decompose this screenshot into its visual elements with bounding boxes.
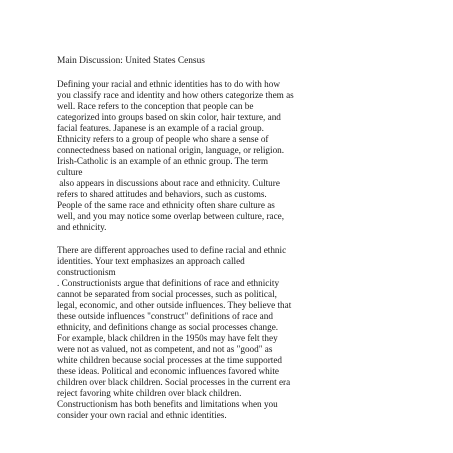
paragraph-line: were not as valued, not as competent, and not as "good" as xyxy=(57,344,273,354)
document-body xyxy=(57,56,417,433)
paragraph-line: connectedness based on national origin, language, or religion. xyxy=(57,145,285,155)
paragraph-line: ethnicity, and definitions change as social processes change. xyxy=(57,322,279,332)
paragraph-line: There are different approaches used to define racial and ethnic xyxy=(57,245,287,255)
paragraph-line: these outside influences "construct" definitions of race and xyxy=(57,311,273,321)
paragraph-line: consider your own racial and ethnic identities. xyxy=(57,410,227,420)
paragraph-line: legal, economic, and other outside influences. They believe that xyxy=(57,300,292,310)
paragraph-line: culture xyxy=(57,167,83,177)
paragraph-line: . Constructionists argue that definitions of race and ethnicity xyxy=(57,278,280,288)
paragraph-line: also appears in discussions about race and ethnicity. Culture xyxy=(57,178,280,188)
paragraph-line: these ideas. Political and economic influences favored white xyxy=(57,366,279,376)
paragraph-line: identities. Your text emphasizes an approach called xyxy=(57,256,245,266)
paragraph-line: Constructionism has both benefits and limitations when you xyxy=(57,399,278,409)
paragraph-2 xyxy=(57,245,417,421)
paragraph-line: and ethnicity. xyxy=(57,222,107,232)
document-title: Main Discussion: United States Census xyxy=(57,56,205,66)
paragraph-line: reject favoring white children over black children. xyxy=(57,388,242,398)
paragraph-1 xyxy=(57,79,417,233)
paragraph-line: People of the same race and ethnicity often share culture as xyxy=(57,200,275,210)
paragraph-line: refers to shared attitudes and behaviors, such as customs. xyxy=(57,189,267,199)
paragraph-line: Irish-Catholic is an example of an ethnic group. The term xyxy=(57,156,269,166)
paragraph-line: white children because social processes at the time supported xyxy=(57,355,283,365)
paragraph-line: children over black children. Social processes in the current era xyxy=(57,377,291,387)
paragraph-line: constructionism xyxy=(57,267,116,277)
paragraph-line: Ethnicity refers to a group of people who share a sense of xyxy=(57,134,269,144)
paragraph-line: well. Race refers to the conception that people can be xyxy=(57,101,254,111)
paragraph-line: categorized into groups based on skin color, hair texture, and xyxy=(57,112,281,122)
paragraph-line: well, and you may notice some overlap between culture, race, xyxy=(57,211,285,221)
paragraph-line: facial features. Japanese is an example of a racial group. xyxy=(57,123,264,133)
paragraph-line: cannot be separated from social processes, such as political, xyxy=(57,289,277,299)
paragraph-line: For example, black children in the 1950s may have felt they xyxy=(57,333,278,343)
paragraph-line: Defining your racial and ethnic identities has to do with how xyxy=(57,79,280,89)
paragraph-line: you classify race and identity and how others categorize them as xyxy=(57,90,294,100)
